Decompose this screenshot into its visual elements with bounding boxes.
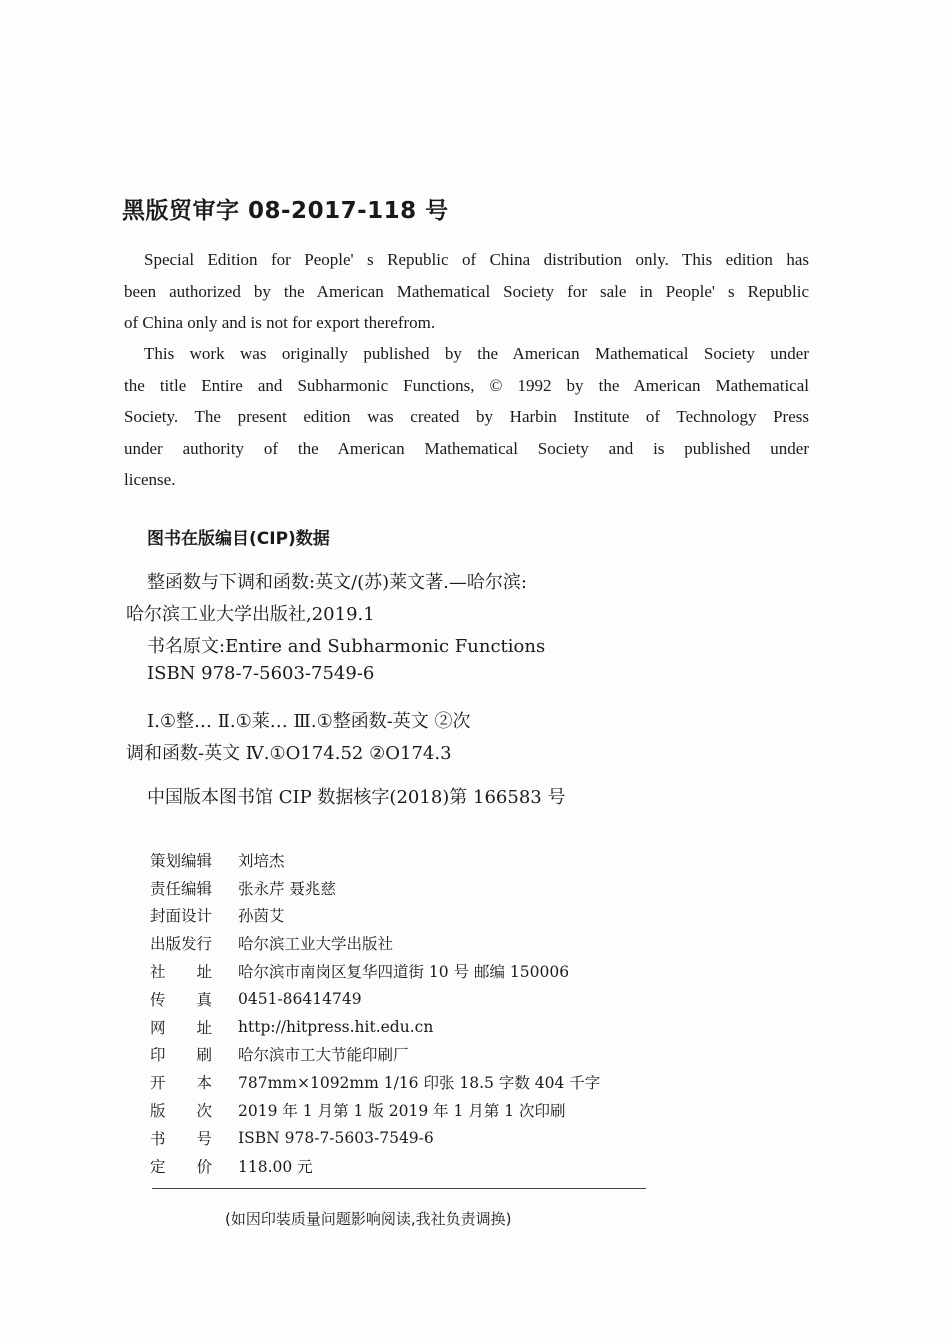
credit-row [150, 929, 600, 957]
credit-label: 责任编辑 [150, 879, 213, 898]
credit-value: 张永芹 聂兆慈 [238, 879, 336, 898]
copyright-notice-line: under authority of the American Mathematical Society and is published under [124, 438, 809, 458]
edition-notice-line: Special Edition for People' s Republic of China distribution only. This edition has [144, 250, 809, 269]
credit-row [150, 957, 600, 985]
credit-row [150, 1152, 600, 1180]
copyright-notice-line: This work was originally published by the American Mathematical Society under [144, 344, 809, 363]
copyright-notice-line: license. [124, 470, 176, 489]
credit-label: 书 号 [150, 1129, 213, 1148]
cip-title-line: 整函数与下调和函数:英文/(苏)莱文著.—哈尔滨: [147, 572, 527, 593]
cip-heading: 图书在版编目(CIP)数据 [147, 529, 330, 549]
edition-notice-line: of China only and is not for export therefrom. [124, 313, 436, 332]
credit-value: 孙茵艾 [238, 907, 285, 926]
copyright-notice-line: Society. The present edition was created by Harbin Institute of Technology Press [124, 407, 809, 426]
credit-label: 版 次 [150, 1102, 213, 1121]
credit-label: 封面设计 [150, 907, 213, 926]
permit-number: 黑版贸审字 08-2017-118 号 [122, 198, 449, 224]
cip-verification: 中国版本图书馆 CIP 数据核字(2018)第 166583 号 [147, 787, 566, 808]
edition-notice [124, 244, 809, 339]
credit-row [150, 1068, 600, 1096]
credit-label: 传 真 [150, 990, 213, 1009]
credit-label: 策划编辑 [150, 851, 213, 870]
cip-original-title-line: 书名原文:Entire and Subharmonic Functions [147, 636, 546, 657]
credit-row [150, 1124, 600, 1152]
credit-label: 定 价 [150, 1157, 213, 1176]
cip-isbn-line: ISBN 978-7-5603-7549-6 [147, 663, 375, 684]
credits-table [150, 846, 600, 1180]
credit-row [150, 985, 600, 1013]
credit-row [150, 1041, 600, 1069]
credit-label: 社 址 [150, 963, 213, 982]
cip-subject-line: Ⅰ.①整… Ⅱ.①莱… Ⅲ.①整函数-英文 ②次 [147, 711, 471, 732]
credit-row [150, 902, 600, 930]
credit-value: 哈尔滨市工大节能印刷厂 [238, 1046, 409, 1065]
credit-value: 2019 年 1 月第 1 版 2019 年 1 月第 1 次印刷 [238, 1102, 566, 1121]
credit-value: http://hitpress.hit.edu.cn [238, 1017, 434, 1036]
divider-rule [152, 1188, 646, 1189]
cip-subject-line: 调和函数-英文 Ⅳ.①O174.52 ②O174.3 [126, 743, 452, 764]
credit-label: 网 址 [150, 1018, 213, 1037]
copyright-notice-line: the title Entire and Subharmonic Functions, © 1992 by the American Mathematical [124, 375, 809, 395]
credit-value: 刘培杰 [238, 851, 285, 870]
credit-value: 787mm×1092mm 1/16 印张 18.5 字数 404 千字 [238, 1074, 601, 1093]
credit-value: ISBN 978-7-5603-7549-6 [238, 1128, 434, 1147]
credit-label: 印 刷 [150, 1046, 213, 1065]
credit-value: 哈尔滨市南岗区复华四道街 10 号 邮编 150006 [238, 963, 570, 982]
footer-note: (如因印装质量问题影响阅读,我社负责调换) [225, 1210, 512, 1228]
credit-value: 0451-86414749 [238, 989, 362, 1008]
copyright-notice [124, 338, 809, 496]
edition-notice-line: been authorized by the American Mathematical Society for sale in People' s Republic [124, 281, 809, 301]
cip-publisher-line: 哈尔滨工业大学出版社,2019.1 [126, 604, 375, 625]
credit-value: 哈尔滨工业大学出版社 [238, 935, 394, 954]
credit-value: 118.00 元 [238, 1157, 313, 1176]
credit-row [150, 1013, 600, 1041]
credit-label: 开 本 [150, 1074, 213, 1093]
credit-row [150, 874, 600, 902]
credit-row [150, 846, 600, 874]
credit-label: 出版发行 [150, 935, 213, 954]
credit-row [150, 1096, 600, 1124]
